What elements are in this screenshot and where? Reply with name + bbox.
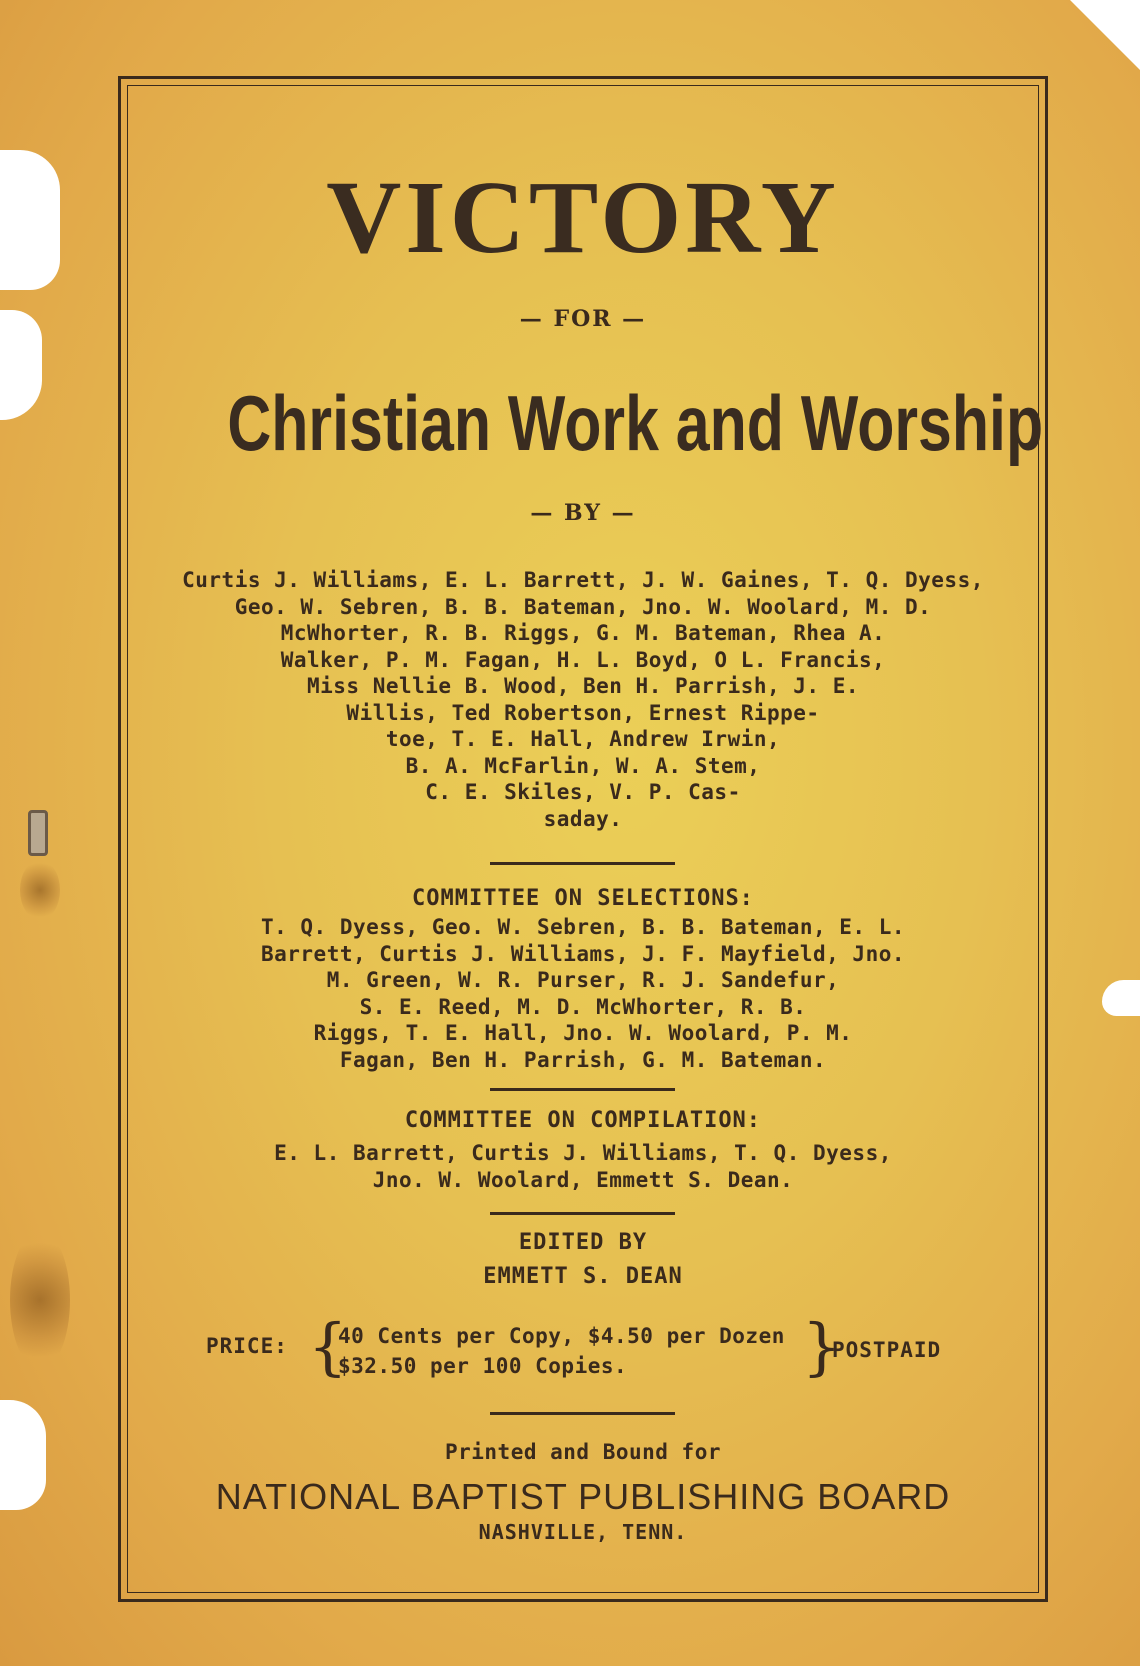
author-line: saday. [543,806,623,831]
publisher-city: NASHVILLE, TENN. [478,1520,688,1544]
brace-close-icon: } [802,1310,842,1383]
book-subtitle: Christian Work and Worship [227,379,1044,467]
authors-list [127,567,1039,832]
publisher-name: NATIONAL BAPTIST PUBLISHING BOARD [215,1476,951,1517]
price-line: $32.50 per 100 Copies. [338,1354,628,1378]
torn-edge [0,1400,46,1510]
staple [28,810,48,856]
divider-rule [490,1212,675,1215]
printed-for-label: Printed and Bound for [444,1440,721,1464]
torn-edge [0,150,60,290]
by-label: — BY — [530,500,636,526]
torn-edge [1102,980,1140,1016]
committee-line: Jno. W. Woolard, Emmett S. Dean. [372,1167,794,1192]
committee-line: Fagan, Ben H. Parrish, G. M. Bateman. [339,1047,827,1072]
divider-rule [490,1412,675,1415]
rust-stain [10,1230,70,1370]
author-line: Willis, Ted Robertson, Ernest Rippe- [346,700,820,725]
author-line: Miss Nellie B. Wood, Ben H. Parrish, J. E. [306,674,859,698]
author-line: toe, T. E. Hall, Andrew Irwin, [385,727,781,751]
committee-line: S. E. Reed, M. D. McWhorter, R. B. [359,994,807,1019]
book-title: VICTORY [326,160,840,275]
committee-line: M. Green, W. R. Purser, R. J. Sandefur, [326,968,840,992]
committee-line: E. L. Barrett, Curtis J. Williams, T. Q. Dyess, [274,1141,892,1165]
torn-corner [1070,0,1140,70]
author-line: C. E. Skiles, V. P. Cas- [425,780,741,804]
brace-open-icon: { [308,1310,348,1383]
price-block [200,1310,980,1384]
author-line: Walker, P. M. Fagan, H. L. Boyd, O L. Francis, [280,647,886,672]
committee-compilation-list [127,1140,1039,1193]
committee-selections-list [127,914,1039,1073]
committee-line: Riggs, T. E. Hall, Jno. W. Woolard, P. M. [313,1021,853,1045]
committee-selections-heading: COMMITTEE ON SELECTIONS: [412,886,754,911]
price-line: 40 Cents per Copy, $4.50 per Dozen [338,1324,785,1348]
author-line: B. A. McFarlin, W. A. Stem, [405,753,761,778]
author-line: Curtis J. Williams, E. L. Barrett, J. W. Gaines, T. Q. Dyess, [182,568,984,592]
edited-by-label: EDITED BY [518,1230,648,1255]
price-label: PRICE: [206,1334,288,1358]
divider-rule [490,862,675,865]
author-line: Geo. W. Sebren, B. B. Bateman, Jno. W. Woolard, M. D. [234,594,932,619]
editor-name: EMMETT S. DEAN [483,1264,683,1289]
committee-compilation-heading: COMMITTEE ON COMPILATION: [404,1108,762,1133]
author-line: McWhorter, R. B. Riggs, G. M. Bateman, Rhea A. [280,621,886,645]
postpaid-label: POSTPAID [832,1338,942,1362]
divider-rule [490,1088,675,1091]
committee-line: T. Q. Dyess, Geo. W. Sebren, B. B. Bateman, E. L. [260,915,905,939]
rust-stain [20,860,60,920]
committee-line: Barrett, Curtis J. Williams, J. F. Mayfield, Jno. [260,941,905,966]
for-label: — FOR — [519,306,647,332]
